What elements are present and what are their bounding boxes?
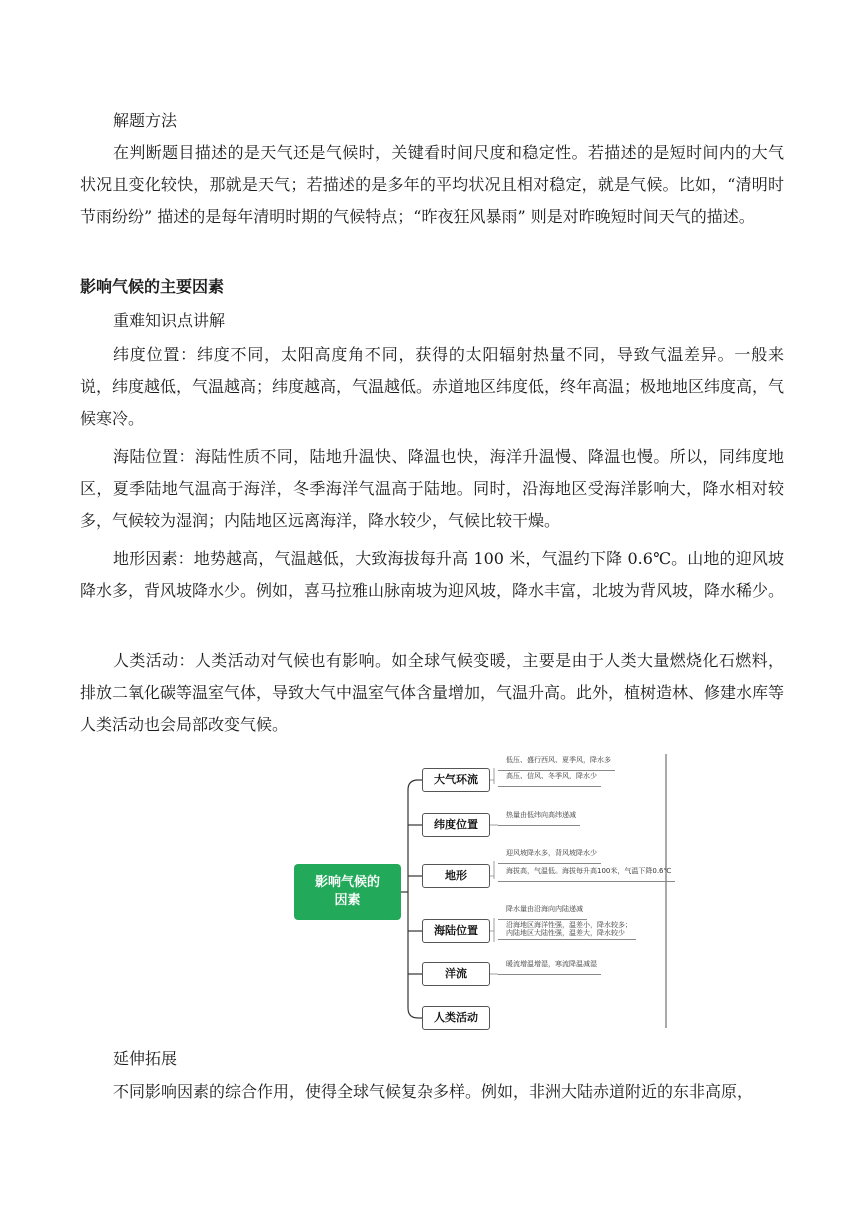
node-land-sea: 海陆位置 (422, 919, 490, 943)
human-activity-paragraph: 人类活动：人类活动对气候也有影响。如全球气候变暖，主要是由于人类大量燃烧化石燃料，排放二氧化碳等温室气体，导致大气中温室气体含量增加，气温升高。此外，植树造林、修建水库等人类活动也会局部改变气候。 (80, 651, 785, 734)
leaf-terrain-altitude: 海拔高，气温低。海拔每升高100米，气温下降0.6℃ (498, 867, 675, 882)
node-terrain: 地形 (422, 864, 490, 888)
node-latitude: 纬度位置 (422, 813, 490, 837)
factors-heading: 影响气候的主要因素 (80, 277, 225, 296)
leaf-ocean-current: 暖流增温增湿，寒流降温减湿 (498, 960, 601, 975)
leaf-land-sea-precip: 降水量由沿海向内陆递减 (498, 905, 587, 920)
node-ocean-current: 洋流 (422, 962, 490, 986)
leaf-latitude: 热量由低纬向高纬递减 (498, 811, 580, 826)
extension-label: 延伸拓展 (113, 1049, 178, 1068)
leaf-circulation-high: 高压、信风、冬季风，降水少 (498, 772, 601, 787)
land-sea-paragraph: 海陆位置：海陆性质不同，陆地升温快、降温也快，海洋升温慢、降温也慢。所以，同纬度地区，夏季陆地气温高于海洋，冬季海洋气温高于陆地。同时，沿海地区受海洋影响大，降水相对较多，气候较为湿润；内陆地区远离海洋，降水较少，气候比较干燥。 (80, 447, 784, 530)
node-human-activity: 人类活动 (422, 1006, 490, 1030)
terrain-paragraph: 地形因素：地势越高，气温越低，大致海拔每升高 100 米，气温约下降 0.6℃。山地的迎风坡降水多，背风坡降水少。例如，喜马拉雅山脉南坡为迎风坡，降水丰富，北坡为背风坡，降水稀少。 (80, 549, 785, 600)
extension-paragraph: 不同影响因素的综合作用，使得全球气候复杂多样。例如，非洲大陆赤道附近的东非高原， (113, 1082, 754, 1101)
key-points-label: 重难知识点讲解 (113, 311, 226, 330)
node-atmospheric-circulation: 大气环流 (422, 768, 490, 792)
mindmap-root: 影响气候的 因素 (294, 864, 401, 920)
leaf-terrain-slope: 迎风坡降水多，背风坡降水少 (498, 849, 601, 864)
leaf-land-sea-contrast: 沿海地区海洋性强，温差小，降水较多； 内陆地区大陆性强，温差大，降水较少 (498, 921, 636, 940)
factors-mindmap (292, 752, 676, 1032)
method-label: 解题方法 (113, 111, 178, 130)
latitude-paragraph: 纬度位置：纬度不同，太阳高度角不同，获得的太阳辐射热量不同，导致气温差异。一般来说，纬度越低，气温越高；纬度越高，气温越低。赤道地区纬度低，终年高温；极地地区纬度高，气候寒冷。 (80, 345, 785, 428)
method-paragraph: 在判断题目描述的是天气还是气候时，关键看时间尺度和稳定性。若描述的是短时间内的大气状况且变化较快，那就是天气；若描述的是多年的平均状况且相对稳定，就是气候。比如，“清明时节雨纷纷” 描述的是每年清明时期的气候特点；“昨夜狂风暴雨” 则是对昨晚短时间天气的描述。 (80, 143, 784, 226)
leaf-circulation-low: 低压、盛行西风、夏季风，降水多 (498, 756, 615, 771)
